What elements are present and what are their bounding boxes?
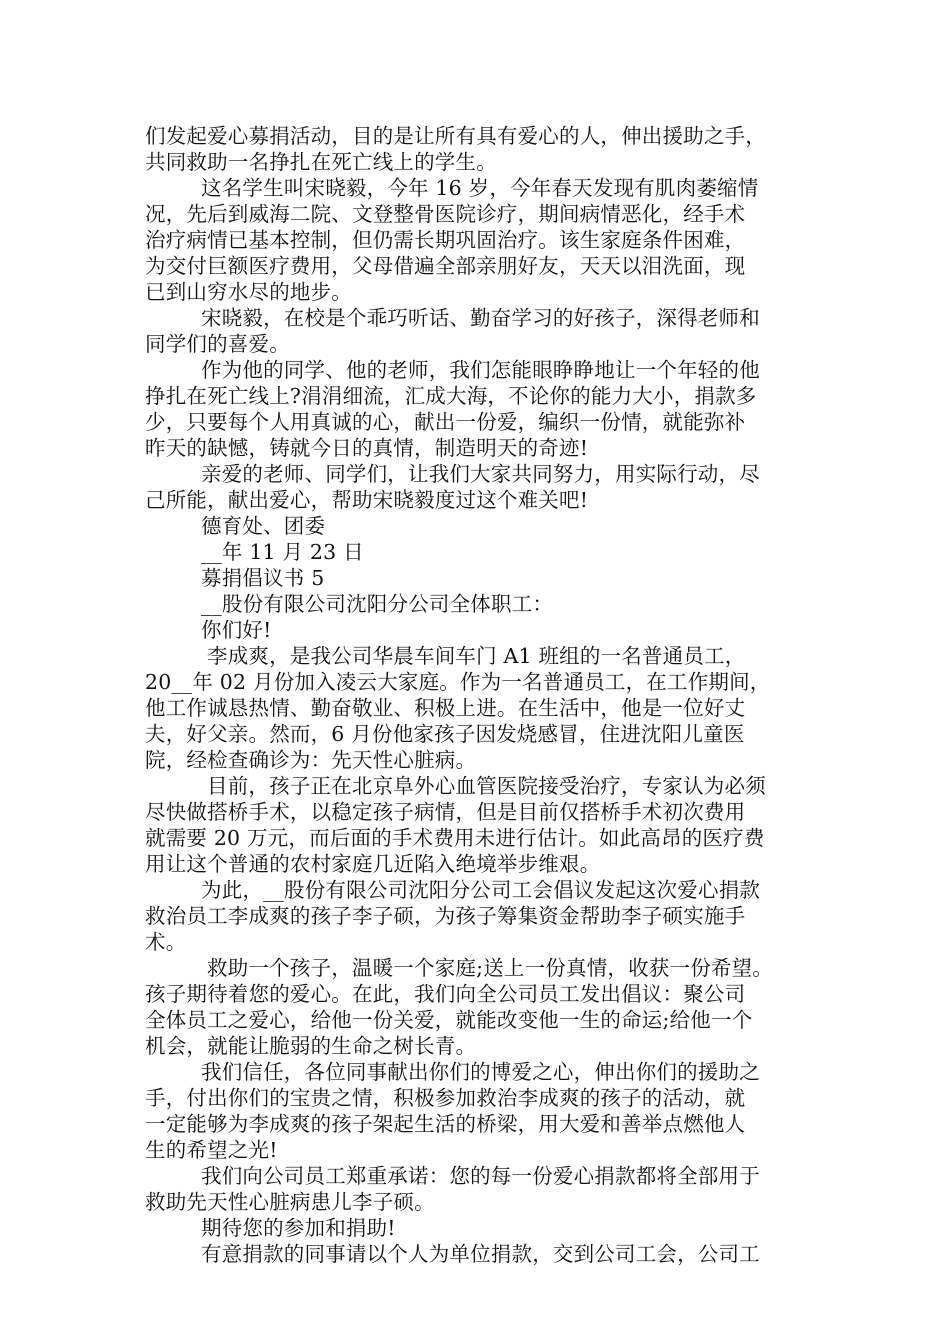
text-line: 救助先天性心脏病患儿李子硕。	[145, 1190, 435, 1214]
text-line: 募捐倡议书 5	[201, 566, 325, 590]
text-line: 宋晓毅，在校是个乖巧听话、勤奋学习的好孩子，深得老师和	[201, 306, 760, 330]
text-line: 一定能够为李成爽的孩子架起生活的桥梁，用大爱和善举点燃他人	[145, 1112, 746, 1136]
text-line: 夫，好父亲。然而，6 月份他家孩子因发烧感冒，住进沈阳儿童医	[145, 722, 745, 746]
text-line: 德育处、团委	[201, 514, 326, 538]
text-line: 况，先后到威海二院、文登整骨医院诊疗，期间病情恶化，经手术	[145, 202, 746, 226]
text-line: 这名学生叫宋晓毅，今年 16 岁，今年春天发现有肌肉萎缩情	[201, 176, 759, 200]
text-line: 生的希望之光!	[145, 1138, 278, 1162]
document-page	[145, 123, 825, 1267]
text-line: 救助一个孩子，温暖一个家庭;送上一份真情，收获一份希望。	[207, 956, 774, 980]
text-line: 昨天的缺憾，铸就今日的真情，制造明天的奇迹!	[145, 436, 589, 460]
text-line: 少，只要每个人用真诚的心，献出一份爱，编织一份情，就能弥补	[145, 410, 746, 434]
text-line: 李成爽，是我公司华晨车间车门 A1 班组的一名普通员工，	[207, 644, 746, 668]
text-line: 尽快做搭桥手术，以稳定孩子病情，但是目前仅搭桥手术初次费用	[145, 800, 746, 824]
text-line: 为此，__股份有限公司沈阳分公司工会倡议发起这次爱心捐款	[201, 878, 761, 902]
text-line: 术。	[145, 930, 187, 954]
text-line: 有意捐款的同事请以个人为单位捐款，交到公司工会，公司工	[201, 1242, 760, 1266]
text-line: 20__年 02 月份加入凌云大家庭。作为一名普通员工，在工作期间，	[145, 670, 771, 694]
text-line: 为交付巨额医疗费用，父母借遍全部亲朋好友，天天以泪洗面，现	[145, 254, 746, 278]
text-line: 作为他的同学、他的老师，我们怎能眼睁睁地让一个年轻的他	[201, 358, 760, 382]
text-line: 我们向公司员工郑重承诺：您的每一份爱心捐款都将全部用于	[201, 1164, 760, 1188]
text-line: 用让这个普通的农村家庭几近陷入绝境举步维艰。	[145, 852, 601, 876]
text-line: 治疗病情已基本控制，但仍需长期巩固治疗。该生家庭条件困难，	[145, 228, 746, 252]
text-line: 院，经检查确诊为：先天性心脏病。	[145, 748, 477, 772]
text-line: 就需要 20 万元，而后面的手术费用未进行估计。如此高昂的医疗费	[145, 826, 765, 850]
text-line: 全体员工之爱心，给他一份关爱，就能改变他一生的命运;给他一个	[145, 1008, 753, 1032]
text-line: 挣扎在死亡线上?涓涓细流，汇成大海，不论你的能力大小，捐款多	[145, 384, 757, 408]
text-line: 孩子期待着您的爱心。在此，我们向全公司员工发出倡议：聚公司	[145, 982, 746, 1006]
text-line: 我们信任，各位同事献出你们的博爱之心，伸出你们的援助之	[201, 1060, 760, 1084]
text-line: 机会，就能让脆弱的生命之树长青。	[145, 1034, 477, 1058]
text-line: 己所能，献出爱心，帮助宋晓毅度过这个难关吧!	[145, 488, 589, 512]
text-line: 同学们的喜爱。	[145, 332, 290, 356]
text-line: 他工作诚恳热情、勤奋敬业、积极上进。在生活中，他是一位好丈	[145, 696, 746, 720]
text-line: 期待您的参加和捐助!	[201, 1216, 396, 1240]
text-line: 已到山穷水尽的地步。	[145, 280, 352, 304]
text-line: __股份有限公司沈阳分公司全体职工：	[201, 592, 554, 616]
text-line: 们发起爱心募捐活动，目的是让所有具有爱心的人，伸出援助之手，	[145, 124, 766, 148]
text-line: 手，付出你们的宝贵之情，积极参加救治李成爽的孩子的活动，就	[145, 1086, 746, 1110]
text-line: 共同救助一名挣扎在死亡线上的学生。	[145, 150, 497, 174]
text-line: 救治员工李成爽的孩子李子硕，为孩子筹集资金帮助李子硕实施手	[145, 904, 746, 928]
text-line: 亲爱的老师、同学们，让我们大家共同努力，用实际行动，尽	[201, 462, 760, 486]
text-line: __年 11 月 23 日	[201, 540, 364, 564]
text-line: 目前，孩子正在北京阜外心血管医院接受治疗，专家认为必须	[207, 774, 766, 798]
text-line: 你们好!	[201, 618, 272, 642]
